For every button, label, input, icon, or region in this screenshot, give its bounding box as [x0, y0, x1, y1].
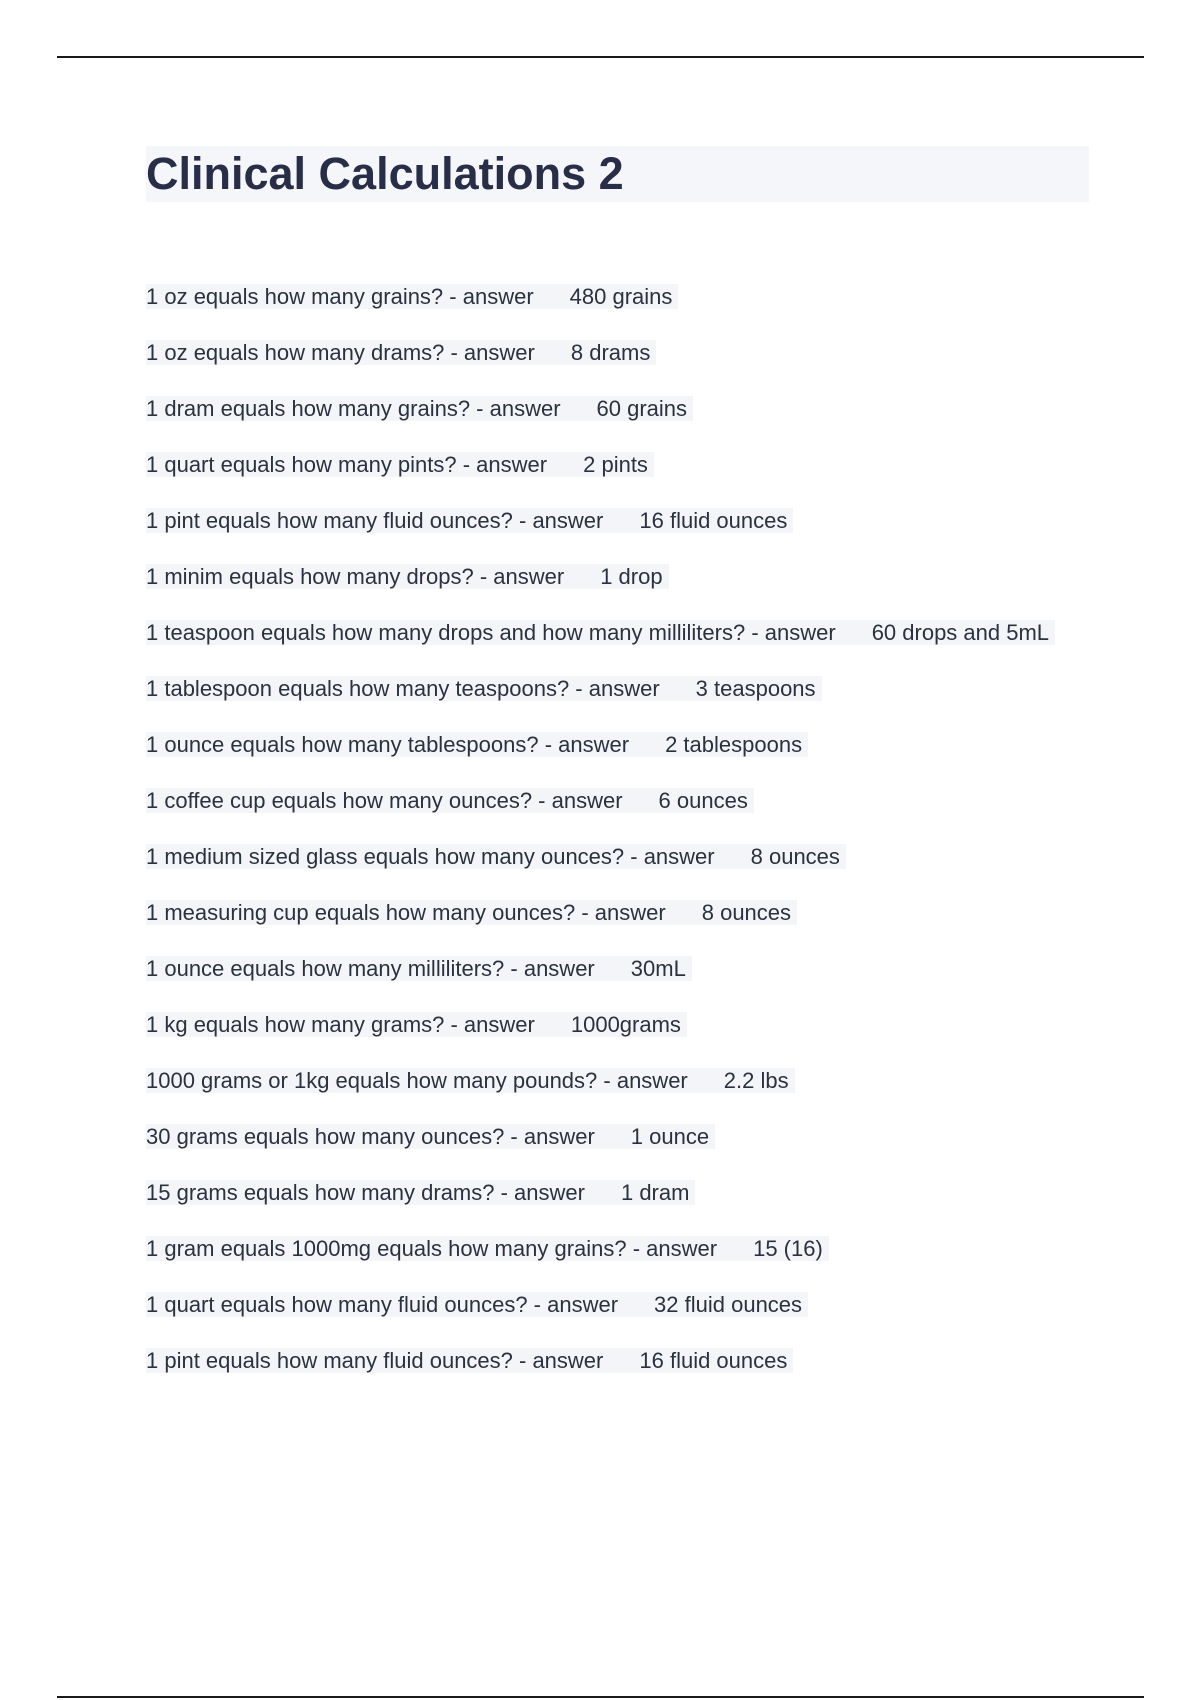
question-text: 1 ounce equals how many tablespoons? - answer — [146, 732, 630, 757]
question-text: 1 pint equals how many fluid ounces? - answer — [146, 508, 604, 533]
qa-item — [146, 507, 1089, 535]
bottom-rule — [57, 1696, 1144, 1698]
question-text: 1 coffee cup equals how many ounces? - answer — [146, 788, 623, 813]
answer-text: 2 pints — [583, 452, 648, 477]
qa-item — [146, 843, 1089, 871]
qa-item — [146, 451, 1089, 479]
answer-text: 480 grains — [569, 284, 673, 309]
qa-item — [146, 395, 1089, 423]
qa-item — [146, 619, 1089, 647]
question-text: 1 dram equals how many grains? - answer — [146, 396, 561, 421]
question-text: 1 teaspoon equals how many drops and how many milliliters? - answer — [146, 620, 836, 645]
qa-item — [146, 731, 1089, 759]
answer-text: 1 dram — [620, 1180, 690, 1205]
question-text: 1 ounce equals how many milliliters? - answer — [146, 956, 595, 981]
question-text: 15 grams equals how many drams? - answer — [146, 1180, 585, 1205]
question-text: 1 gram equals 1000mg equals how many grains? - answer — [146, 1236, 718, 1261]
qa-item — [146, 283, 1089, 311]
answer-text: 6 ounces — [658, 788, 748, 813]
question-text: 1 medium sized glass equals how many ounces? - answer — [146, 844, 715, 869]
qa-item — [146, 955, 1089, 983]
qa-item — [146, 1067, 1089, 1095]
question-text: 1 pint equals how many fluid ounces? - answer — [146, 1348, 604, 1373]
question-text: 1 quart equals how many fluid ounces? - answer — [146, 1292, 619, 1317]
qa-item — [146, 563, 1089, 591]
qa-item — [146, 1123, 1089, 1151]
question-text: 1 minim equals how many drops? - answer — [146, 564, 565, 589]
top-rule — [57, 56, 1144, 58]
qa-item — [146, 1347, 1089, 1375]
question-text: 1 quart equals how many pints? - answer — [146, 452, 548, 477]
answer-text: 60 drops and 5mL — [871, 620, 1050, 645]
page-title: Clinical Calculations 2 — [146, 148, 624, 199]
qa-item — [146, 675, 1089, 703]
answer-text: 16 fluid ounces — [639, 1348, 788, 1373]
answer-text: 8 ounces — [750, 844, 840, 869]
answer-text: 30mL — [630, 956, 686, 981]
question-text: 1 tablespoon equals how many teaspoons? - answer — [146, 676, 660, 701]
qa-item — [146, 1291, 1089, 1319]
qa-item — [146, 1235, 1089, 1263]
answer-text: 2 tablespoons — [665, 732, 803, 757]
qa-item — [146, 787, 1089, 815]
answer-text: 8 ounces — [701, 900, 792, 925]
question-text: 1 oz equals how many drams? - answer — [146, 340, 535, 365]
qa-item — [146, 339, 1089, 367]
question-text: 30 grams equals how many ounces? - answer — [146, 1124, 595, 1149]
answer-text: 15 (16) — [753, 1236, 823, 1261]
question-text: 1 kg equals how many grams? - answer — [146, 1012, 535, 1037]
answer-text: 1 ounce — [630, 1124, 710, 1149]
qa-item — [146, 1179, 1089, 1207]
answer-text: 1000grams — [570, 1012, 681, 1037]
answer-text: 60 grains — [596, 396, 688, 421]
question-text: 1 oz equals how many grains? - answer — [146, 284, 534, 309]
answer-text: 1 drop — [600, 564, 663, 589]
title-block — [146, 146, 1089, 202]
answer-text: 16 fluid ounces — [639, 508, 788, 533]
answer-text: 2.2 lbs — [723, 1068, 789, 1093]
qa-item — [146, 1011, 1089, 1039]
answer-text: 8 drams — [570, 340, 651, 365]
qa-item — [146, 899, 1089, 927]
question-text: 1000 grams or 1kg equals how many pounds? - answer — [146, 1068, 688, 1093]
question-text: 1 measuring cup equals how many ounces? - answer — [146, 900, 666, 925]
answer-text: 32 fluid ounces — [654, 1292, 803, 1317]
answer-text: 3 teaspoons — [695, 676, 816, 701]
qa-list — [146, 283, 1089, 1403]
